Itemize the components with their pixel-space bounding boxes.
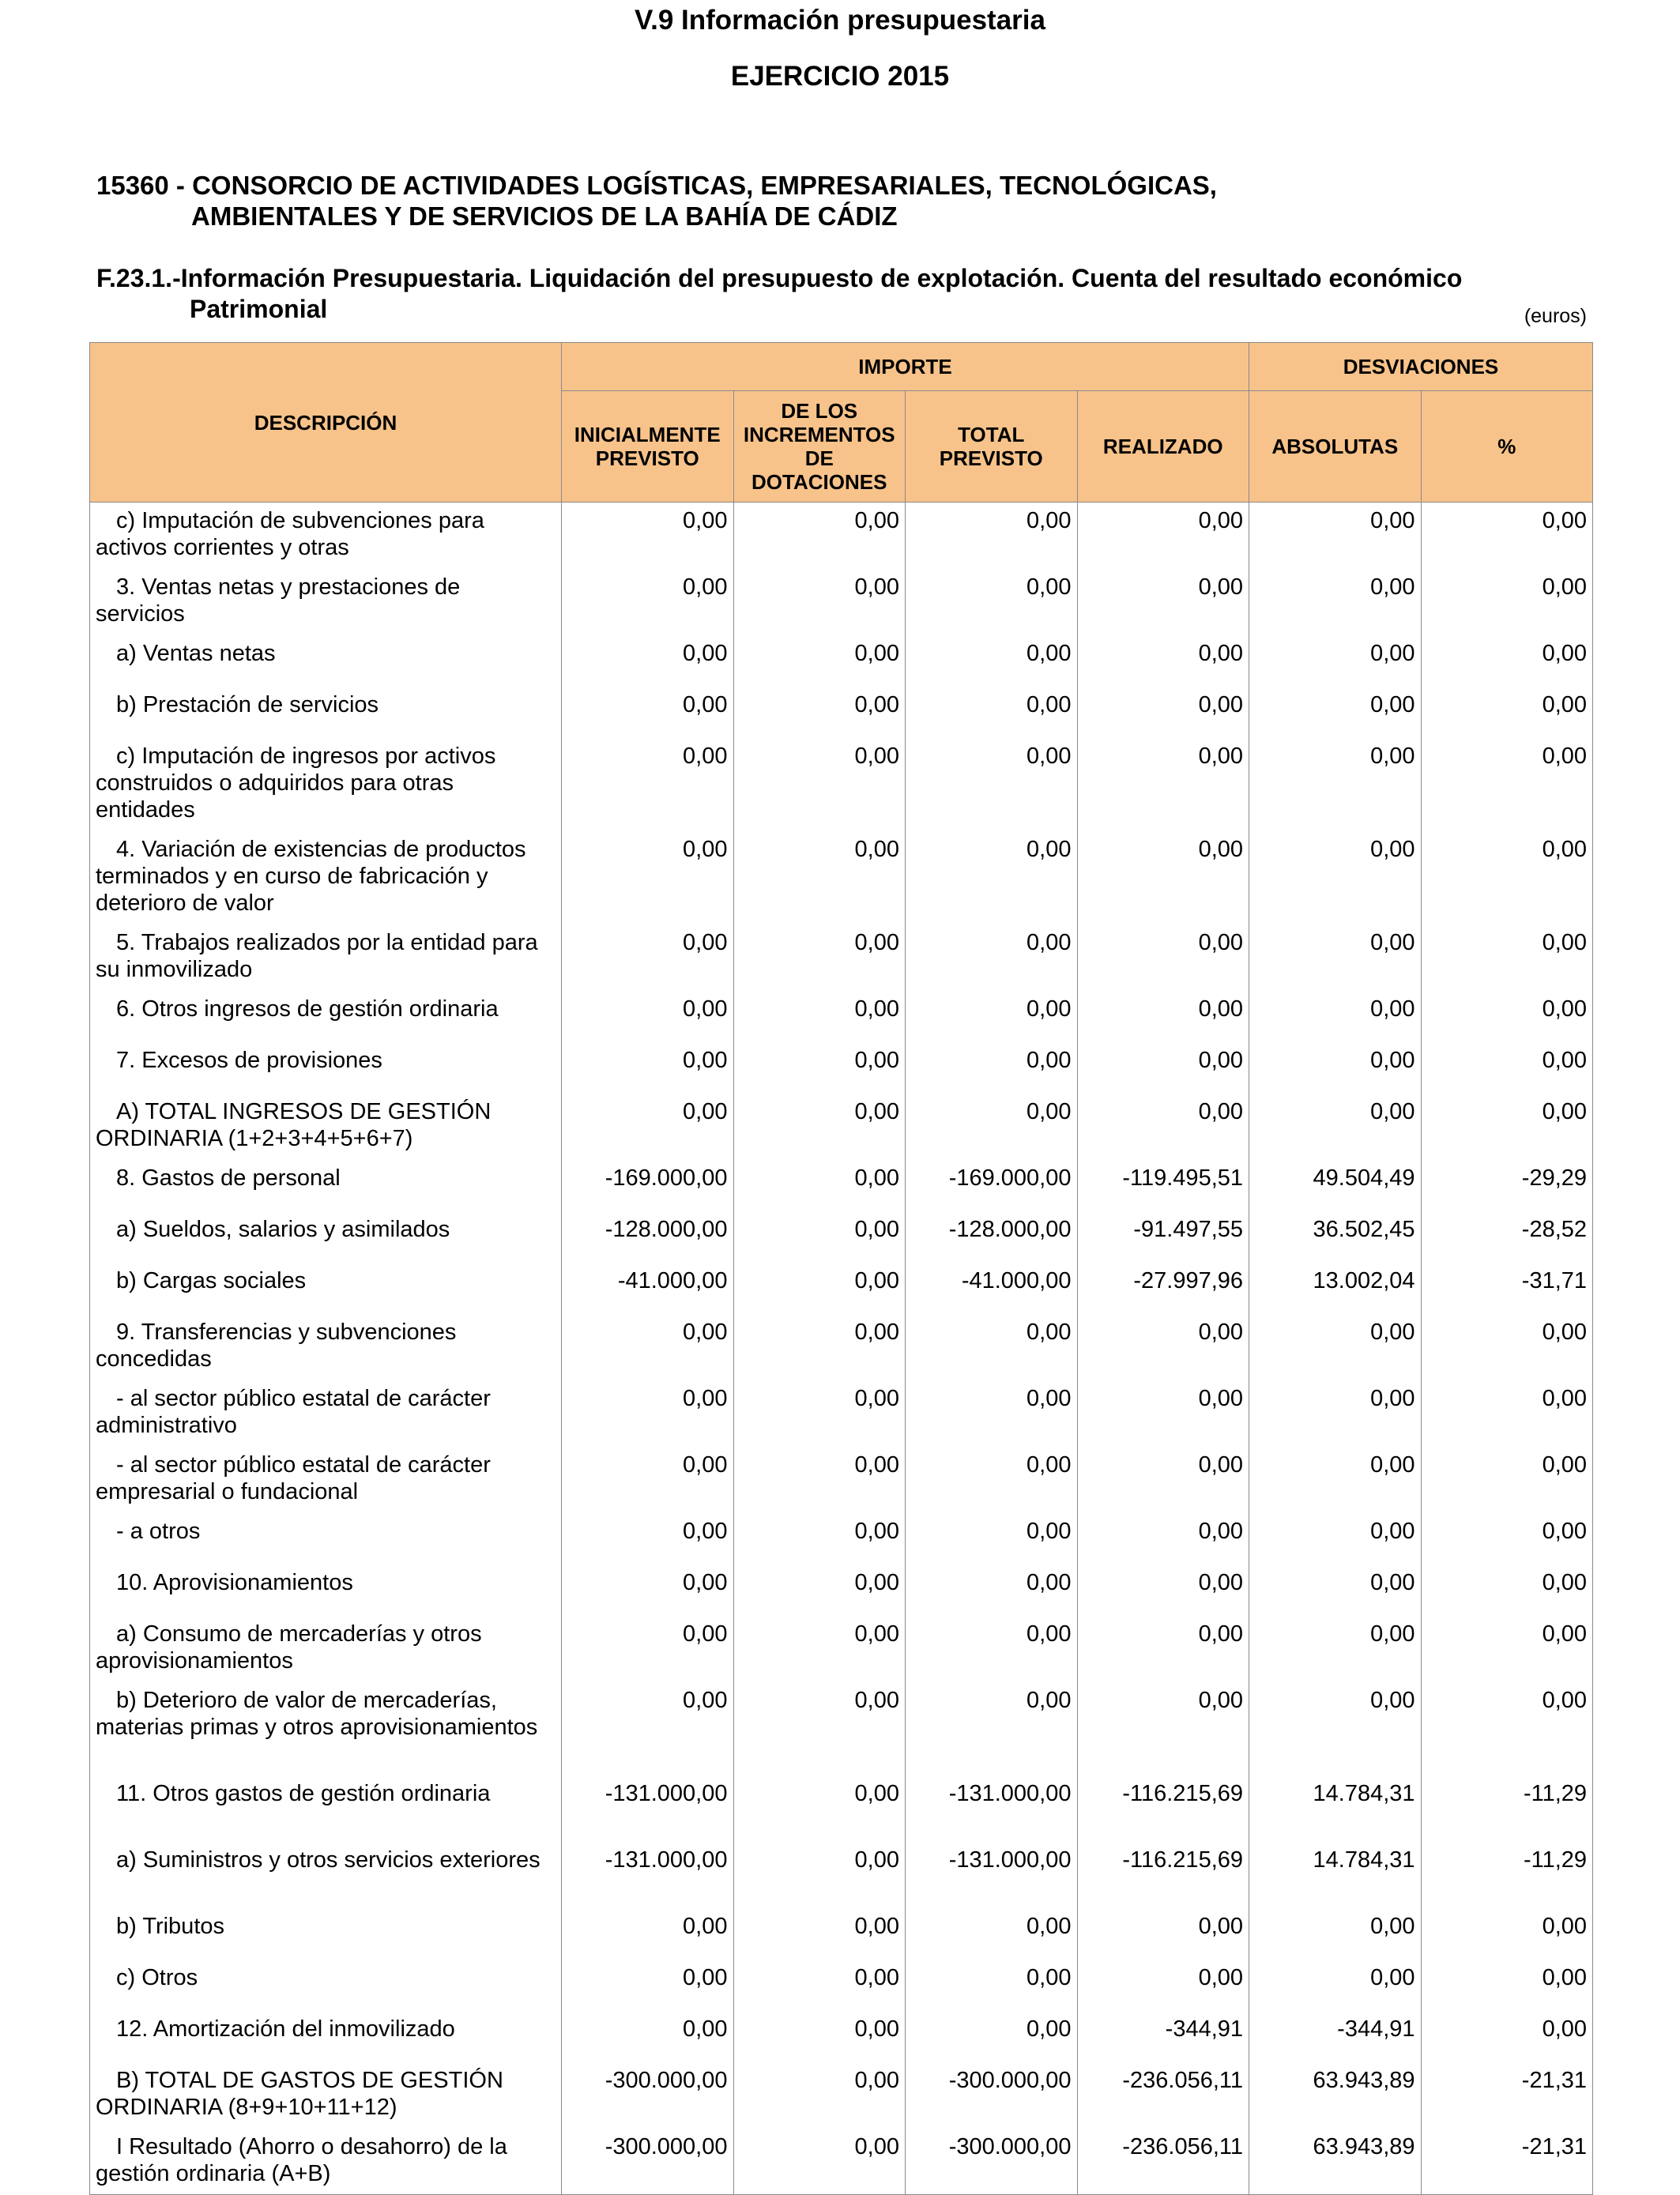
row-value: 0,00 (906, 1380, 1078, 1447)
row-value: -11,29 (1421, 1842, 1593, 1908)
row-description: 9. Transferencias y subvenciones concedidas (90, 1314, 562, 1380)
row-value: 0,00 (1421, 1447, 1593, 1513)
row-value: 0,00 (1421, 687, 1593, 738)
row-value: 0,00 (562, 1380, 734, 1447)
report-title-line-2: Patrimonial (190, 295, 328, 323)
row-value: 0,00 (562, 1682, 734, 1775)
row-value: 0,00 (1249, 1447, 1422, 1513)
row-value: 0,00 (906, 1960, 1078, 2011)
row-value: 0,00 (733, 1160, 906, 1211)
row-value: 0,00 (562, 1094, 734, 1160)
row-value: 0,00 (1249, 1513, 1422, 1564)
row-value: 0,00 (733, 1380, 906, 1447)
table-row (90, 1447, 1593, 1513)
row-value: 0,00 (1077, 1042, 1249, 1094)
row-value: 0,00 (1077, 924, 1249, 991)
row-value: 0,00 (562, 1314, 734, 1380)
row-description: A) TOTAL INGRESOS DE GESTIÓN ORDINARIA (1+2+3+4+5+6+7) (90, 1094, 562, 1160)
row-value: 0,00 (1077, 738, 1249, 831)
row-value: 0,00 (733, 738, 906, 831)
exercise-title: EJERCICIO 2015 (730, 61, 950, 92)
row-value: 0,00 (1421, 1042, 1593, 1094)
row-description: - al sector público estatal de carácter empresarial o fundacional (90, 1447, 562, 1513)
row-description: 3. Ventas netas y prestaciones de servicios (90, 569, 562, 635)
budget-table (89, 342, 1593, 2195)
row-value: 0,00 (906, 738, 1078, 831)
row-value: -21,31 (1421, 2062, 1593, 2129)
row-value: 0,00 (562, 1564, 734, 1616)
table-row (90, 831, 1593, 924)
row-value: 0,00 (1249, 1042, 1422, 1094)
report-title-line-1: F.23.1.-Información Presupuestaria. Liquidación del presupuesto de explotación. Cuenta del resultado económico (96, 264, 1463, 292)
row-value: 0,00 (1249, 1682, 1422, 1775)
row-description: 5. Trabajos realizados por la entidad para su inmovilizado (90, 924, 562, 991)
report-title (96, 263, 1535, 325)
row-value: 0,00 (562, 2011, 734, 2062)
table-row (90, 1682, 1593, 1775)
header-absolutas: ABSOLUTAS (1249, 391, 1422, 503)
row-value: 0,00 (1421, 738, 1593, 831)
table-row (90, 503, 1593, 569)
row-value: -236.056,11 (1077, 2129, 1249, 2195)
row-value: 0,00 (733, 635, 906, 687)
row-value: 0,00 (1077, 1314, 1249, 1380)
table-row (90, 1564, 1593, 1616)
entity-line-2: AMBIENTALES Y DE SERVICIOS DE LA BAHÍA DE CÁDIZ (191, 201, 898, 231)
row-value: -300.000,00 (906, 2062, 1078, 2129)
header-total-previsto: TOTAL PREVISTO (906, 391, 1078, 503)
row-value: 0,00 (733, 1682, 906, 1775)
row-value: -131.000,00 (906, 1842, 1078, 1908)
row-value: 0,00 (733, 991, 906, 1042)
row-value: 0,00 (562, 1042, 734, 1094)
row-value: 0,00 (733, 503, 906, 569)
row-value: -27.997,96 (1077, 1263, 1249, 1314)
row-value: 0,00 (733, 1447, 906, 1513)
section-title: V.9 Información presupuestaria (635, 5, 1045, 36)
row-description: 6. Otros ingresos de gestión ordinaria (90, 991, 562, 1042)
row-value: 0,00 (562, 1908, 734, 1960)
row-value: 0,00 (733, 1314, 906, 1380)
row-value: -29,29 (1421, 1160, 1593, 1211)
table-row (90, 1908, 1593, 1960)
table-row (90, 1513, 1593, 1564)
table-row (90, 1042, 1593, 1094)
row-value: 0,00 (1077, 1513, 1249, 1564)
row-value: 0,00 (1249, 1314, 1422, 1380)
row-value: 0,00 (1249, 1616, 1422, 1682)
table-row (90, 1380, 1593, 1447)
row-value: -128.000,00 (906, 1211, 1078, 1263)
row-value: -300.000,00 (906, 2129, 1078, 2195)
table-row (90, 569, 1593, 635)
row-value: 0,00 (906, 1564, 1078, 1616)
row-description: 12. Amortización del inmovilizado (90, 2011, 562, 2062)
table-row (90, 2062, 1593, 2129)
row-value: 0,00 (1421, 1616, 1593, 1682)
row-value: 0,00 (733, 1263, 906, 1314)
row-value: 0,00 (733, 1908, 906, 1960)
row-value: -236.056,11 (1077, 2062, 1249, 2129)
row-value: 0,00 (733, 831, 906, 924)
row-value: 13.002,04 (1249, 1263, 1422, 1314)
row-description: a) Consumo de mercaderías y otros aprovisionamientos (90, 1616, 562, 1682)
row-value: 0,00 (562, 831, 734, 924)
row-value: 0,00 (733, 1616, 906, 1682)
row-value: 0,00 (1077, 1094, 1249, 1160)
row-description: b) Cargas sociales (90, 1263, 562, 1314)
row-value: 0,00 (1421, 1094, 1593, 1160)
row-value: 0,00 (733, 1960, 906, 2011)
table-row (90, 687, 1593, 738)
row-value: 14.784,31 (1249, 1842, 1422, 1908)
row-value: 0,00 (1249, 635, 1422, 687)
row-value: -21,31 (1421, 2129, 1593, 2195)
row-description: 7. Excesos de provisiones (90, 1042, 562, 1094)
row-value: 0,00 (1421, 1564, 1593, 1616)
row-value: 0,00 (1421, 569, 1593, 635)
row-description: 10. Aprovisionamientos (90, 1564, 562, 1616)
row-value: 0,00 (1249, 1380, 1422, 1447)
row-value: -116.215,69 (1077, 1775, 1249, 1842)
row-value: 0,00 (906, 569, 1078, 635)
table-row (90, 738, 1593, 831)
row-value: 0,00 (1249, 991, 1422, 1042)
row-value: 0,00 (1077, 1616, 1249, 1682)
header-importe: IMPORTE (562, 343, 1249, 391)
row-value: 0,00 (1421, 1682, 1593, 1775)
row-value: 0,00 (906, 831, 1078, 924)
row-value: 0,00 (1077, 1682, 1249, 1775)
row-value: -41.000,00 (906, 1263, 1078, 1314)
row-value: 0,00 (906, 687, 1078, 738)
row-value: 0,00 (906, 924, 1078, 991)
row-description: b) Tributos (90, 1908, 562, 1960)
row-value: -128.000,00 (562, 1211, 734, 1263)
row-value: -11,29 (1421, 1775, 1593, 1842)
row-value: 0,00 (1421, 1908, 1593, 1960)
row-value: 0,00 (906, 1042, 1078, 1094)
row-value: 0,00 (906, 991, 1078, 1042)
row-value: 0,00 (562, 569, 734, 635)
row-value: 0,00 (1077, 569, 1249, 635)
row-value: 0,00 (733, 2129, 906, 2195)
row-description: 4. Variación de existencias de productos terminados y en curso de fabricación y deterioro de valor (90, 831, 562, 924)
row-description: B) TOTAL DE GASTOS DE GESTIÓN ORDINARIA (8+9+10+11+12) (90, 2062, 562, 2129)
row-description: b) Prestación de servicios (90, 687, 562, 738)
row-description: 8. Gastos de personal (90, 1160, 562, 1211)
row-value: 0,00 (1249, 503, 1422, 569)
row-value: 0,00 (1421, 1314, 1593, 1380)
row-value: 0,00 (562, 635, 734, 687)
row-description: a) Suministros y otros servicios exteriores (90, 1842, 562, 1908)
row-value: 0,00 (1249, 831, 1422, 924)
table-row (90, 1160, 1593, 1211)
row-value: 0,00 (733, 1513, 906, 1564)
row-value: 0,00 (1249, 738, 1422, 831)
table-row (90, 1211, 1593, 1263)
row-value: 0,00 (562, 991, 734, 1042)
row-value: 0,00 (1077, 1447, 1249, 1513)
row-value: 0,00 (562, 503, 734, 569)
row-value: 0,00 (906, 1094, 1078, 1160)
row-value: 0,00 (906, 2011, 1078, 2062)
row-description: I Resultado (Ahorro o desahorro) de la gestión ordinaria (A+B) (90, 2129, 562, 2195)
row-value: 0,00 (733, 1775, 906, 1842)
row-value: -131.000,00 (562, 1842, 734, 1908)
row-value: 0,00 (733, 924, 906, 991)
row-value: 0,00 (733, 1564, 906, 1616)
row-value: 0,00 (733, 1042, 906, 1094)
row-description: - a otros (90, 1513, 562, 1564)
row-value: -300.000,00 (562, 2062, 734, 2129)
row-value: 0,00 (1077, 503, 1249, 569)
row-value: -169.000,00 (562, 1160, 734, 1211)
entity-line-1: 15360 - CONSORCIO DE ACTIVIDADES LOGÍSTICAS, EMPRESARIALES, TECNOLÓGICAS, (96, 171, 1217, 200)
row-value: 63.943,89 (1249, 2062, 1422, 2129)
row-value: 0,00 (562, 924, 734, 991)
table-row (90, 2129, 1593, 2195)
row-value: 0,00 (1421, 635, 1593, 687)
row-value: 0,00 (733, 2062, 906, 2129)
row-description: a) Ventas netas (90, 635, 562, 687)
row-value: 0,00 (906, 503, 1078, 569)
row-value: -31,71 (1421, 1263, 1593, 1314)
row-value: -28,52 (1421, 1211, 1593, 1263)
row-value: 0,00 (1249, 1908, 1422, 1960)
row-value: -116.215,69 (1077, 1842, 1249, 1908)
row-value: 0,00 (1077, 687, 1249, 738)
row-value: 0,00 (562, 1616, 734, 1682)
entity-heading (96, 170, 1217, 232)
header-incrementos-dotaciones: DE LOS INCREMENTOS DE DOTACIONES (733, 391, 906, 503)
row-value: 0,00 (1421, 1513, 1593, 1564)
row-value: 0,00 (1249, 1960, 1422, 2011)
row-value: 0,00 (906, 1682, 1078, 1775)
row-value: 0,00 (1421, 991, 1593, 1042)
row-description: c) Otros (90, 1960, 562, 2011)
row-value: 0,00 (906, 635, 1078, 687)
table-row (90, 924, 1593, 991)
row-value: 0,00 (1421, 2011, 1593, 2062)
row-value: -119.495,51 (1077, 1160, 1249, 1211)
row-value: -91.497,55 (1077, 1211, 1249, 1263)
header-desviaciones: DESVIACIONES (1249, 343, 1593, 391)
row-value: 0,00 (1421, 831, 1593, 924)
table-row (90, 991, 1593, 1042)
row-value: 0,00 (1249, 687, 1422, 738)
table-row (90, 1616, 1593, 1682)
row-value: 0,00 (562, 687, 734, 738)
header-realizado: REALIZADO (1077, 391, 1249, 503)
row-value: 0,00 (1249, 924, 1422, 991)
row-description: - al sector público estatal de carácter administrativo (90, 1380, 562, 1447)
table-row (90, 1842, 1593, 1908)
row-value: 36.502,45 (1249, 1211, 1422, 1263)
row-value: -169.000,00 (906, 1160, 1078, 1211)
table-row (90, 2011, 1593, 2062)
row-value: 0,00 (733, 687, 906, 738)
table-row (90, 1960, 1593, 2011)
row-value: 0,00 (562, 1447, 734, 1513)
row-value: 0,00 (1421, 924, 1593, 991)
row-description: a) Sueldos, salarios y asimilados (90, 1211, 562, 1263)
row-value: 14.784,31 (1249, 1775, 1422, 1842)
row-value: 0,00 (1077, 1564, 1249, 1616)
row-value: 0,00 (733, 1842, 906, 1908)
table-row (90, 1094, 1593, 1160)
row-value: 0,00 (733, 1211, 906, 1263)
row-value: -131.000,00 (906, 1775, 1078, 1842)
row-value: 0,00 (906, 1616, 1078, 1682)
row-value: 0,00 (562, 1960, 734, 2011)
row-value: 0,00 (1077, 831, 1249, 924)
row-value: 0,00 (1249, 569, 1422, 635)
row-value: 0,00 (733, 569, 906, 635)
row-value: 0,00 (733, 2011, 906, 2062)
row-value: -41.000,00 (562, 1263, 734, 1314)
row-value: 0,00 (1077, 1380, 1249, 1447)
table-row (90, 1314, 1593, 1380)
row-value: 0,00 (562, 738, 734, 831)
row-value: 0,00 (562, 1513, 734, 1564)
row-value: 0,00 (906, 1908, 1078, 1960)
header-inicialmente-previsto: INICIALMENTE PREVISTO (562, 391, 734, 503)
row-value: 0,00 (1249, 1094, 1422, 1160)
row-description: c) Imputación de subvenciones para activos corrientes y otras (90, 503, 562, 569)
row-value: 0,00 (906, 1513, 1078, 1564)
row-value: 0,00 (733, 1094, 906, 1160)
row-value: 0,00 (1249, 1564, 1422, 1616)
row-value: 63.943,89 (1249, 2129, 1422, 2195)
units-label: (euros) (1524, 305, 1587, 327)
table-row (90, 1263, 1593, 1314)
row-value: 0,00 (1421, 1380, 1593, 1447)
row-value: -344,91 (1077, 2011, 1249, 2062)
row-value: 0,00 (1077, 1960, 1249, 2011)
row-value: 0,00 (1421, 1960, 1593, 2011)
row-value: 0,00 (1077, 1908, 1249, 1960)
row-value: 0,00 (906, 1314, 1078, 1380)
table-row (90, 1775, 1593, 1842)
row-value: 0,00 (1077, 991, 1249, 1042)
row-value: -344,91 (1249, 2011, 1422, 2062)
row-value: -300.000,00 (562, 2129, 734, 2195)
table-row (90, 635, 1593, 687)
header-description: DESCRIPCIÓN (90, 343, 562, 503)
row-value: 49.504,49 (1249, 1160, 1422, 1211)
row-value: 0,00 (906, 1447, 1078, 1513)
row-description: c) Imputación de ingresos por activos construidos o adquiridos para otras entidades (90, 738, 562, 831)
row-value: -131.000,00 (562, 1775, 734, 1842)
row-description: 11. Otros gastos de gestión ordinaria (90, 1775, 562, 1842)
row-value: 0,00 (1421, 503, 1593, 569)
row-description: b) Deterioro de valor de mercaderías, materias primas y otros aprovisionamientos (90, 1682, 562, 1775)
header-percent: % (1421, 391, 1593, 503)
row-value: 0,00 (1077, 635, 1249, 687)
